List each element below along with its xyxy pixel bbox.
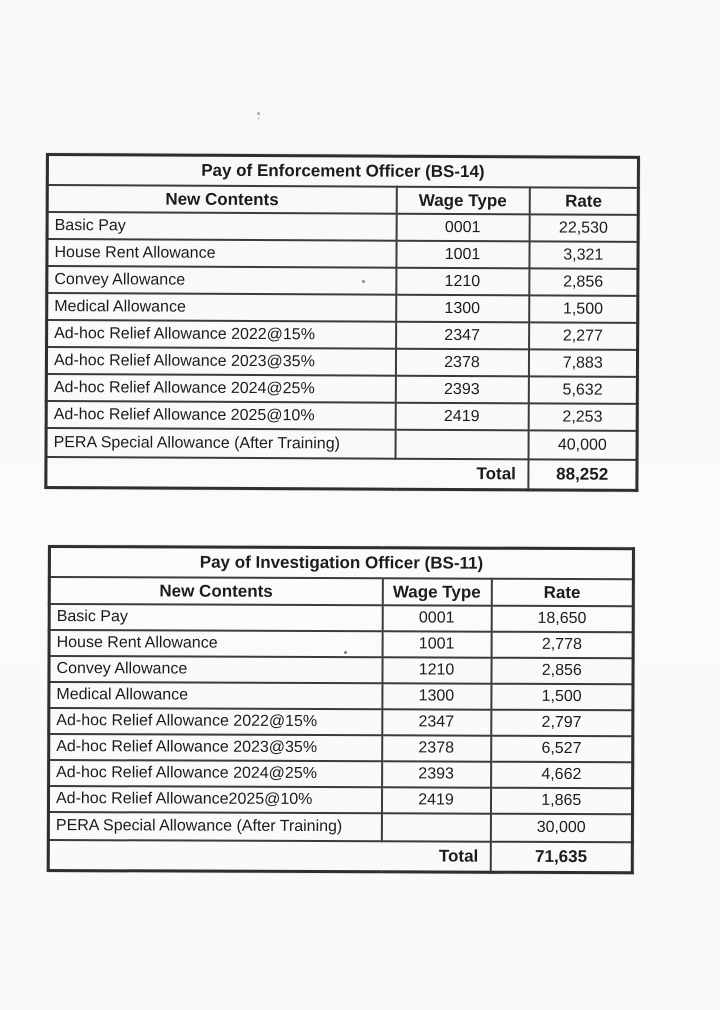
allowance-name-cell: Ad-hoc Relief Allowance2025@10% bbox=[48, 786, 381, 813]
rate-cell: 7,883 bbox=[528, 349, 637, 377]
wage-type-cell: 2393 bbox=[382, 761, 491, 787]
wage-type-cell: 1210 bbox=[396, 268, 529, 296]
wage-type-cell bbox=[395, 430, 528, 460]
rate-cell: 3,321 bbox=[529, 241, 638, 269]
table-row bbox=[49, 656, 633, 684]
table-title: Pay of Enforcement Officer (BS-14) bbox=[47, 155, 638, 188]
allowance-name-cell: Basic Pay bbox=[49, 604, 382, 631]
rate-cell: 2,253 bbox=[528, 403, 637, 431]
rate-cell: 22,530 bbox=[529, 214, 638, 242]
allowance-name-cell: House Rent Allowance bbox=[47, 239, 396, 268]
table-total-row bbox=[48, 840, 632, 873]
table-header-row bbox=[47, 185, 638, 215]
table-row bbox=[49, 630, 633, 658]
allowance-name-cell: Ad-hoc Relief Allowance 2023@35% bbox=[46, 347, 395, 376]
total-value: 71,635 bbox=[490, 842, 632, 873]
allowance-name-cell: PERA Special Allowance (After Training) bbox=[48, 812, 381, 841]
allowance-name-cell: Medical Allowance bbox=[49, 682, 382, 709]
rate-cell: 2,778 bbox=[491, 632, 633, 659]
table-row bbox=[49, 708, 633, 736]
pay-table-bs11 bbox=[47, 545, 635, 874]
wage-type-cell: 0001 bbox=[396, 214, 529, 242]
table-row bbox=[46, 374, 637, 404]
wage-type-cell: 2419 bbox=[395, 403, 528, 431]
wage-type-cell: 1001 bbox=[382, 631, 491, 657]
allowance-name-cell: Convey Allowance bbox=[49, 656, 382, 683]
rate-cell: 40,000 bbox=[528, 430, 637, 460]
rate-cell: 5,632 bbox=[528, 376, 637, 404]
table-row bbox=[46, 347, 637, 377]
allowance-name-cell: Ad-hoc Relief Allowance 2023@35% bbox=[49, 734, 382, 761]
wage-type-cell: 1210 bbox=[382, 657, 491, 683]
rate-cell: 4,662 bbox=[491, 762, 633, 789]
rate-cell: 2,797 bbox=[491, 710, 633, 737]
table-row bbox=[47, 320, 638, 350]
wage-type-cell: 2378 bbox=[382, 735, 491, 761]
table-total-row bbox=[46, 457, 637, 490]
table-row bbox=[49, 760, 633, 788]
table-title-row bbox=[49, 547, 633, 580]
total-label: Total bbox=[46, 457, 528, 490]
column-header-new-contents: New Contents bbox=[49, 577, 382, 605]
rate-cell: 1,865 bbox=[490, 788, 632, 815]
rate-cell: 1,500 bbox=[529, 295, 638, 323]
column-header-rate: Rate bbox=[529, 187, 638, 215]
column-header-new-contents: New Contents bbox=[47, 185, 396, 214]
table-row bbox=[49, 682, 633, 710]
pay-table-bs14 bbox=[44, 153, 640, 492]
column-header-wage-type: Wage Type bbox=[396, 187, 529, 215]
allowance-name-cell: Convey Allowance bbox=[47, 266, 396, 295]
wage-type-cell: 1001 bbox=[396, 241, 529, 269]
column-header-rate: Rate bbox=[491, 579, 633, 607]
allowance-name-cell: PERA Special Allowance (After Training) bbox=[46, 428, 395, 459]
allowance-name-cell: Medical Allowance bbox=[47, 293, 396, 322]
allowance-name-cell: Ad-hoc Relief Allowance 2024@25% bbox=[46, 374, 395, 403]
table-row bbox=[46, 428, 637, 460]
total-label: Total bbox=[48, 840, 490, 872]
wage-type-cell: 1300 bbox=[396, 295, 529, 323]
table-row bbox=[47, 266, 638, 296]
table-row bbox=[46, 401, 637, 431]
table-row bbox=[49, 734, 633, 762]
table-header-row bbox=[49, 577, 633, 606]
wage-type-cell bbox=[381, 813, 490, 841]
wage-type-cell: 1300 bbox=[382, 683, 491, 709]
allowance-name-cell: Ad-hoc Relief Allowance 2024@25% bbox=[49, 760, 382, 787]
scan-speck bbox=[344, 651, 347, 654]
wage-type-cell: 2378 bbox=[395, 349, 528, 377]
rate-cell: 2,856 bbox=[491, 658, 633, 685]
table-row bbox=[48, 786, 632, 814]
table-title-row bbox=[47, 155, 638, 188]
allowance-name-cell: House Rent Allowance bbox=[49, 630, 382, 657]
table-row bbox=[48, 812, 632, 842]
scan-speck bbox=[257, 112, 260, 115]
rate-cell: 18,650 bbox=[491, 606, 633, 633]
table-title: Pay of Investigation Officer (BS-11) bbox=[49, 547, 633, 580]
column-header-wage-type: Wage Type bbox=[382, 578, 491, 605]
rate-cell: 30,000 bbox=[490, 814, 632, 843]
table-row bbox=[47, 293, 638, 323]
scan-speck bbox=[362, 280, 365, 283]
total-value: 88,252 bbox=[528, 459, 637, 490]
rate-cell: 1,500 bbox=[491, 684, 633, 711]
allowance-name-cell: Ad-hoc Relief Allowance 2022@15% bbox=[47, 320, 396, 349]
wage-type-cell: 2393 bbox=[395, 376, 528, 404]
rate-cell: 2,277 bbox=[529, 322, 638, 350]
wage-type-cell: 0001 bbox=[382, 605, 491, 631]
table-row bbox=[47, 212, 638, 242]
allowance-name-cell: Ad-hoc Relief Allowance 2022@15% bbox=[49, 708, 382, 735]
rate-cell: 2,856 bbox=[529, 268, 638, 296]
table-row bbox=[47, 239, 638, 269]
wage-type-cell: 2347 bbox=[382, 709, 491, 735]
rate-cell: 6,527 bbox=[491, 736, 633, 763]
allowance-name-cell: Ad-hoc Relief Allowance 2025@10% bbox=[46, 401, 395, 430]
wage-type-cell: 2419 bbox=[381, 787, 490, 813]
allowance-name-cell: Basic Pay bbox=[47, 212, 396, 241]
table-row bbox=[49, 604, 633, 632]
wage-type-cell: 2347 bbox=[396, 322, 529, 350]
